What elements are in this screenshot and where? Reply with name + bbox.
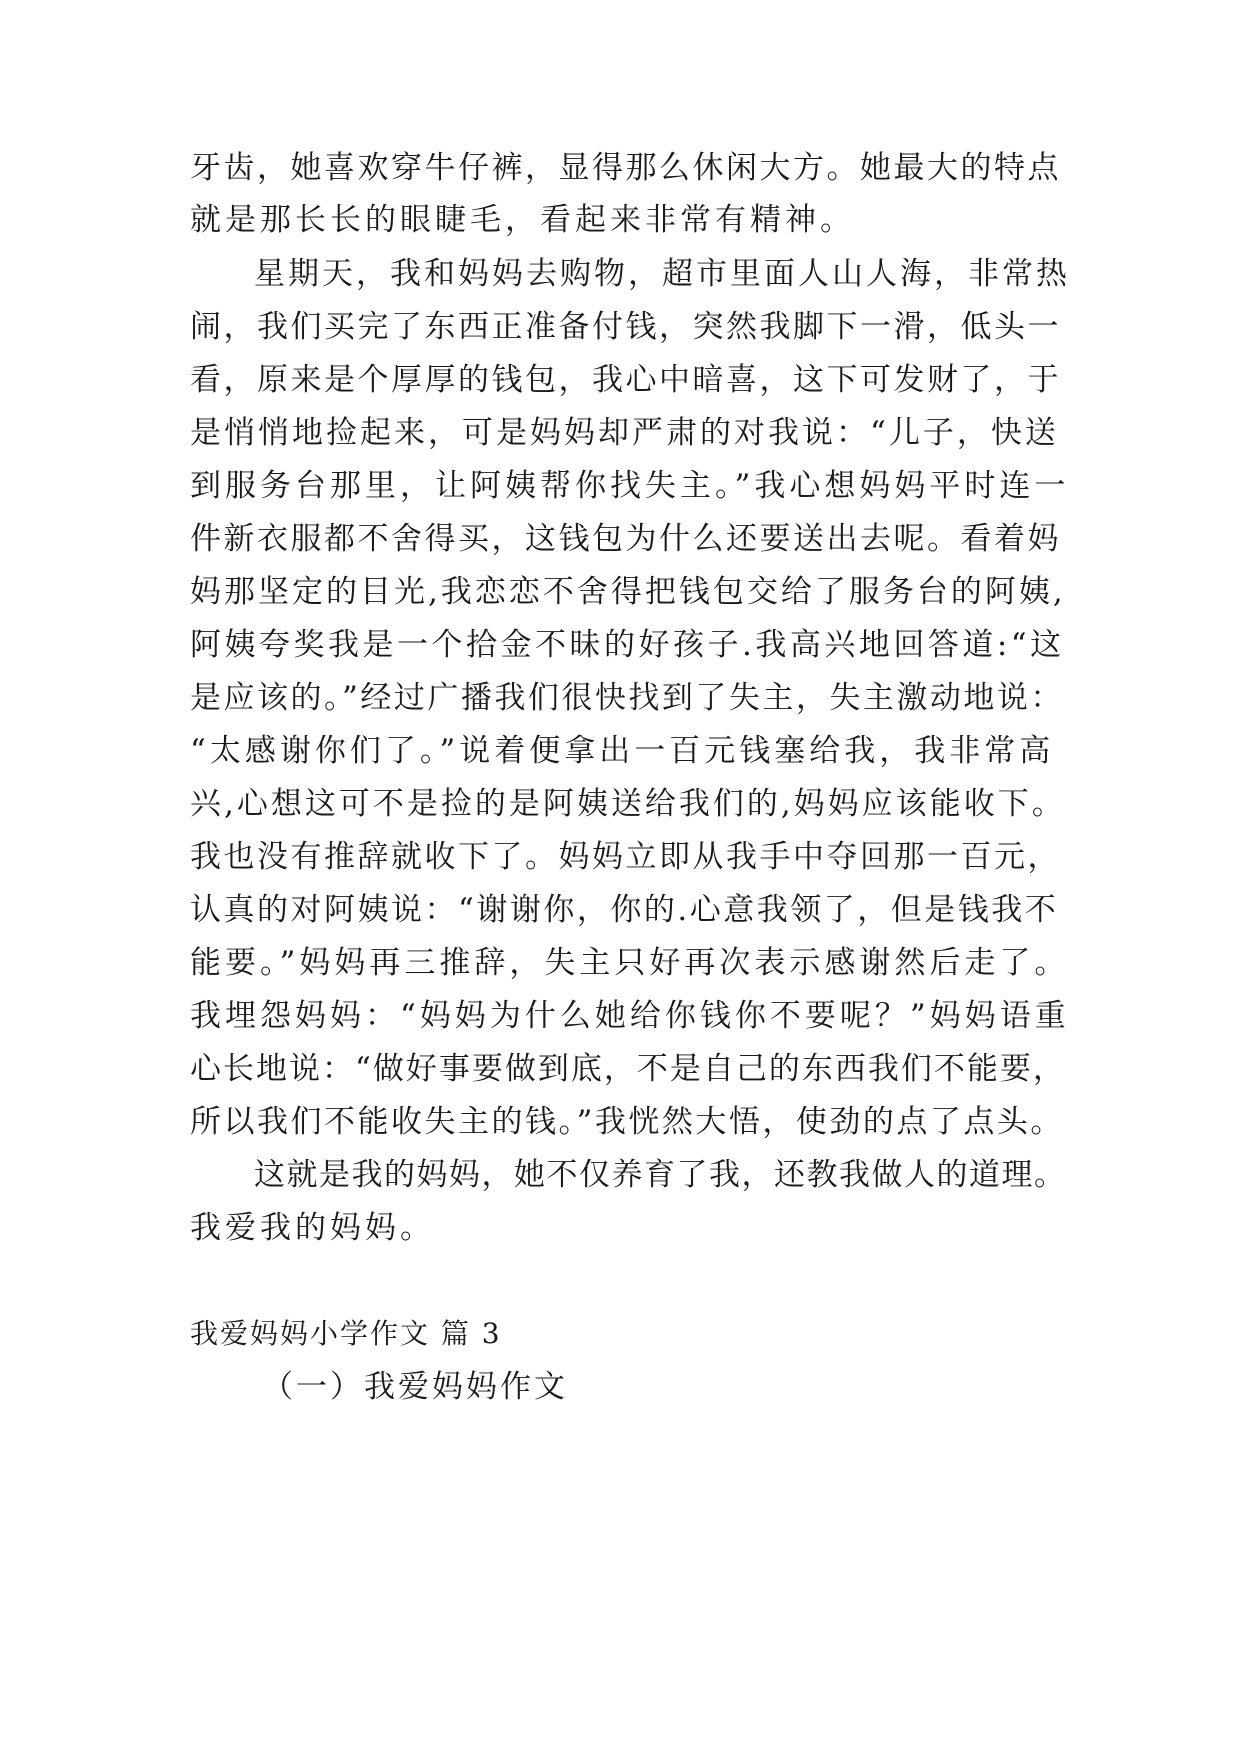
text-line: 到服务台那里，让阿姨帮你找失主。”我心想妈妈平时连一 bbox=[190, 468, 1070, 504]
text-line: 能要。”妈妈再三推辞，失主只好再次表示感谢然后走了。 bbox=[190, 945, 1070, 981]
text-line: 闹，我们买完了东西正准备付钱，突然我脚下一滑，低头一 bbox=[190, 309, 1061, 345]
text-line: 认真的对阿姨说：“谢谢你，你的.心意我领了，但是钱我不 bbox=[190, 892, 1059, 928]
text-line: 我爱我的妈妈。 bbox=[190, 1210, 435, 1246]
text-line: 是悄悄地捡起来，可是妈妈却严肃的对我说：“儿子，快送 bbox=[190, 415, 1059, 451]
text-line: 我也没有推辞就收下了。妈妈立即从我手中夺回那一百元， bbox=[190, 839, 1061, 875]
text-line: 这就是我的妈妈，她不仅养育了我，还教我做人的道理。 bbox=[254, 1157, 1067, 1193]
text-line: 件新衣服都不舍得买，这钱包为什么还要送出去呢。看着妈 bbox=[190, 521, 1061, 557]
text-line: 阿姨夸奖我是一个拾金不昧的好孩子.我高兴地回答道:“这 bbox=[190, 627, 1065, 663]
text-line: 我埋怨妈妈：“妈妈为什么她给你钱你不要呢？”妈妈语重 bbox=[190, 998, 1070, 1034]
section-subheading: （一）我爱妈妈作文 bbox=[262, 1369, 568, 1405]
text-line: 星期天，我和妈妈去购物，超市里面人山人海，非常热 bbox=[254, 256, 1070, 292]
text-line: 所以我们不能收失主的钱。”我恍然大悟，使劲的点了点头。 bbox=[190, 1104, 1064, 1140]
text-line: 看，原来是个厚厚的钱包，我心中暗喜，这下可发财了，于 bbox=[190, 362, 1061, 398]
text-line: 是应该的。”经过广播我们很快找到了失主，失主激动地说： bbox=[190, 680, 1064, 716]
text-line: 心长地说：“做好事要做到底，不是自己的东西我们不能要， bbox=[190, 1051, 1066, 1087]
section-heading: 我爱妈妈小学作文 篇 3 bbox=[190, 1317, 502, 1350]
text-line: 妈那坚定的目光,我恋恋不舍得把钱包交给了服务台的阿姨, bbox=[190, 574, 1066, 610]
text-line: 就是那长长的眼睫毛，看起来非常有精神。 bbox=[190, 202, 855, 238]
text-line: 牙齿，她喜欢穿牛仔裤，显得那么休闲大方。她最大的特点 bbox=[190, 150, 1061, 186]
text-line: 兴,心想这可不是捡的是阿姨送给我们的,妈妈应该能收下。 bbox=[190, 786, 1066, 822]
text-line: “太感谢你们了。”说着便拿出一百元钱塞给我，我非常高 bbox=[190, 733, 1055, 769]
